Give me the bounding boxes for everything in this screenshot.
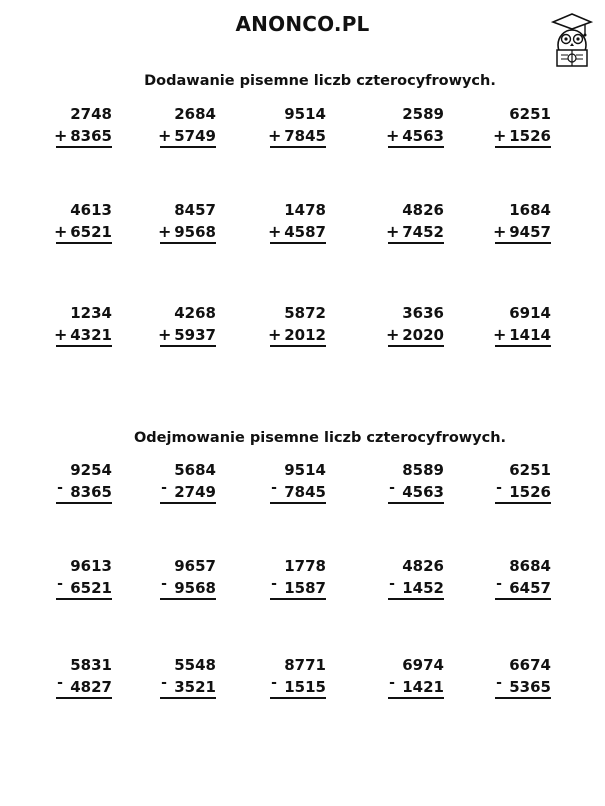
top-number: 9613 xyxy=(70,557,112,575)
bottom-number: 8365 xyxy=(56,127,112,148)
minus-sign: - xyxy=(161,480,167,496)
top-number: 4613 xyxy=(70,201,112,219)
top-number: 2748 xyxy=(70,105,112,123)
top-number: 8589 xyxy=(402,461,444,479)
subtraction-problem xyxy=(226,656,326,696)
addition-problem xyxy=(451,201,551,241)
plus-sign: + xyxy=(158,222,172,241)
top-number: 6914 xyxy=(509,304,551,322)
subtraction-problem xyxy=(116,461,216,501)
addition-section-title: Dodawanie pisemne liczb czterocyfrowych. xyxy=(144,73,496,89)
top-number: 1684 xyxy=(509,201,551,219)
top-number: 5831 xyxy=(70,656,112,674)
minus-sign: - xyxy=(57,480,63,496)
minus-sign: - xyxy=(161,675,167,691)
bottom-number: 7845 xyxy=(270,483,326,504)
subtraction-problem xyxy=(226,557,326,597)
subtraction-problem xyxy=(12,557,112,597)
plus-sign: + xyxy=(158,325,172,344)
top-number: 2589 xyxy=(402,105,444,123)
subtraction-problem xyxy=(116,656,216,696)
bottom-number: 8365 xyxy=(56,483,112,504)
addition-problem xyxy=(344,304,444,344)
bottom-number: 5365 xyxy=(495,678,551,699)
minus-sign: - xyxy=(389,480,395,496)
plus-sign: + xyxy=(268,126,282,145)
plus-sign: + xyxy=(386,325,400,344)
top-number: 5548 xyxy=(174,656,216,674)
addition-problem xyxy=(451,304,551,344)
addition-problem xyxy=(12,304,112,344)
subtraction-problem xyxy=(344,656,444,696)
bottom-number: 9568 xyxy=(160,579,216,600)
bottom-number: 4563 xyxy=(388,483,444,504)
minus-sign: - xyxy=(496,480,502,496)
bottom-number: 5749 xyxy=(160,127,216,148)
addition-problem xyxy=(12,105,112,145)
plus-sign: + xyxy=(493,222,507,241)
top-number: 1778 xyxy=(284,557,326,575)
minus-sign: - xyxy=(161,576,167,592)
top-number: 2684 xyxy=(174,105,216,123)
addition-problem xyxy=(12,201,112,241)
addition-problem xyxy=(344,105,444,145)
addition-problem xyxy=(116,105,216,145)
minus-sign: - xyxy=(57,576,63,592)
bottom-number: 1421 xyxy=(388,678,444,699)
bottom-number: 4563 xyxy=(388,127,444,148)
bottom-number: 1526 xyxy=(495,127,551,148)
top-number: 9514 xyxy=(284,105,326,123)
bottom-number: 2020 xyxy=(388,326,444,347)
addition-problem xyxy=(226,105,326,145)
bottom-number: 6521 xyxy=(56,579,112,600)
bottom-number: 1526 xyxy=(495,483,551,504)
bottom-number: 2012 xyxy=(270,326,326,347)
plus-sign: + xyxy=(54,325,68,344)
bottom-number: 6457 xyxy=(495,579,551,600)
minus-sign: - xyxy=(496,675,502,691)
subtraction-problem xyxy=(344,461,444,501)
subtraction-problem xyxy=(451,461,551,501)
top-number: 8771 xyxy=(284,656,326,674)
minus-sign: - xyxy=(57,675,63,691)
plus-sign: + xyxy=(268,325,282,344)
bottom-number: 1587 xyxy=(270,579,326,600)
minus-sign: - xyxy=(271,576,277,592)
top-number: 4268 xyxy=(174,304,216,322)
minus-sign: - xyxy=(271,675,277,691)
minus-sign: - xyxy=(271,480,277,496)
subtraction-problem xyxy=(451,557,551,597)
subtraction-problem xyxy=(344,557,444,597)
plus-sign: + xyxy=(54,222,68,241)
top-number: 6251 xyxy=(509,105,551,123)
minus-sign: - xyxy=(389,576,395,592)
subtraction-problem xyxy=(116,557,216,597)
top-number: 8684 xyxy=(509,557,551,575)
addition-problem xyxy=(116,201,216,241)
top-number: 4826 xyxy=(402,557,444,575)
plus-sign: + xyxy=(268,222,282,241)
top-number: 9514 xyxy=(284,461,326,479)
addition-problem xyxy=(226,304,326,344)
subtraction-section-title: Odejmowanie pisemne liczb czterocyfrowych. xyxy=(133,430,507,446)
plus-sign: + xyxy=(493,126,507,145)
top-number: 8457 xyxy=(174,201,216,219)
bottom-number: 3521 xyxy=(160,678,216,699)
plus-sign: + xyxy=(386,222,400,241)
top-number: 6974 xyxy=(402,656,444,674)
top-number: 1478 xyxy=(284,201,326,219)
subtraction-problem xyxy=(12,461,112,501)
subtraction-problem xyxy=(12,656,112,696)
addition-problem xyxy=(344,201,444,241)
plus-sign: + xyxy=(386,126,400,145)
bottom-number: 4321 xyxy=(56,326,112,347)
top-number: 9254 xyxy=(70,461,112,479)
minus-sign: - xyxy=(389,675,395,691)
top-number: 9657 xyxy=(174,557,216,575)
bottom-number: 4587 xyxy=(270,223,326,244)
minus-sign: - xyxy=(496,576,502,592)
plus-sign: + xyxy=(54,126,68,145)
addition-problem xyxy=(116,304,216,344)
bottom-number: 5937 xyxy=(160,326,216,347)
top-number: 1234 xyxy=(70,304,112,322)
subtraction-problem xyxy=(451,656,551,696)
top-number: 6251 xyxy=(509,461,551,479)
bottom-number: 9457 xyxy=(495,223,551,244)
top-number: 5872 xyxy=(284,304,326,322)
bottom-number: 7845 xyxy=(270,127,326,148)
top-number: 6674 xyxy=(509,656,551,674)
bottom-number: 6521 xyxy=(56,223,112,244)
top-number: 4826 xyxy=(402,201,444,219)
addition-problem xyxy=(226,201,326,241)
plus-sign: + xyxy=(158,126,172,145)
bottom-number: 2749 xyxy=(160,483,216,504)
top-number: 3636 xyxy=(402,304,444,322)
bottom-number: 4827 xyxy=(56,678,112,699)
plus-sign: + xyxy=(493,325,507,344)
site-title: ANONCO.PL xyxy=(235,12,370,36)
bottom-number: 1414 xyxy=(495,326,551,347)
bottom-number: 9568 xyxy=(160,223,216,244)
top-number: 5684 xyxy=(174,461,216,479)
bottom-number: 1515 xyxy=(270,678,326,699)
addition-problem xyxy=(451,105,551,145)
subtraction-problem xyxy=(226,461,326,501)
bottom-number: 7452 xyxy=(388,223,444,244)
bottom-number: 1452 xyxy=(388,579,444,600)
owl-graduate-logo-icon xyxy=(551,12,593,72)
